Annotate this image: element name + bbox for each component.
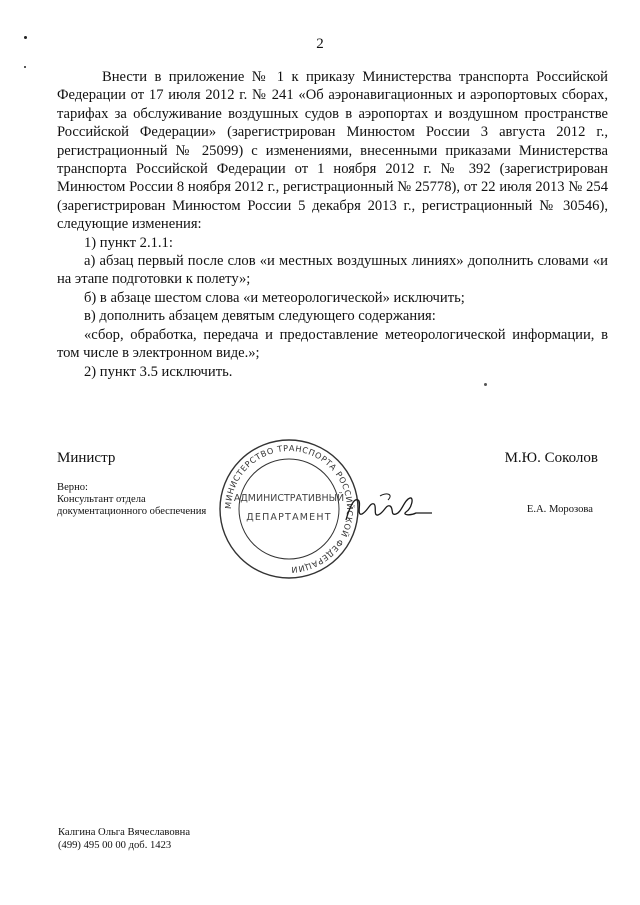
stamp-outer-text: МИНИСТЕРСТВО ТРАНСПОРТА РОССИЙСКОЙ ФЕДЕРАЦИИ	[222, 442, 356, 576]
stamp-line-1: АДМИНИСТРАТИВНЫЙ	[233, 493, 345, 504]
verno-label: Верно:	[57, 482, 88, 493]
page-number: 2	[316, 36, 324, 52]
minister-title: Министр	[57, 450, 116, 466]
contact-phone: (499) 495 00 00 доб. 1423	[58, 840, 172, 851]
item-1v-text: «сбор, обработка, передача и предоставление метеорологической информации, в том числе в электронном виде.»;	[57, 326, 608, 362]
handwritten-signature	[340, 486, 435, 530]
contact-block	[58, 826, 190, 852]
item-1: 1) пункт 2.1.1:	[84, 234, 173, 251]
consultant-position: Консультант отдела документационного обеспечения	[57, 494, 207, 517]
intro-paragraph: Внести в приложение № 1 к приказу Министерства транспорта Российской Федерации от 17 июля 2012 г. № 241 «Об аэронавигационных и аэропортовых сборах, тарифах за обслуживание воздушных судов в аэропортах и воздушном пространстве Российской Федерации» (зарегистрирован Минюстом России 3 августа 2012 г., регистрационный № 25099) с изменениями, внесенными приказами Министерства транспорта Российской Федерации от 1 ноября 2012 г. № 392 (зарегистрирован Минюстом России 8 ноября 2012 г., регистрационный № 25778), от 22 июля 2013 № 254 (зарегистрирован Минюстом России 5 декабря 2013 г., регистрационный № 30546), следующие изменения:	[57, 69, 608, 233]
item-2: 2) пункт 3.5 исключить.	[84, 363, 233, 380]
item-1b: б) в абзаце шестом слова «и метеорологической» исключить;	[84, 289, 465, 306]
item-1a: а) абзац первый после слов «и местных воздушных линиях» дополнить словами «и на этапе подготовки к полету»;	[57, 253, 608, 288]
svg-text:МИНИСТЕРСТВО ТРАНСПОРТА РОССИЙ	[223, 443, 356, 575]
body-text	[57, 68, 608, 381]
minister-name: М.Ю. Соколов	[504, 450, 598, 466]
item-1v: в) дополнить абзацем девятым следующего содержания:	[84, 308, 436, 325]
official-stamp	[218, 438, 360, 580]
margin-dot	[24, 66, 26, 68]
stamp-line-2: ДЕПАРТАМЕНТ	[246, 512, 332, 523]
stray-mark	[484, 383, 487, 386]
contact-name: Калгина Ольга Вячеславовна	[58, 827, 191, 838]
certifier-name: Е.А. Морозова	[526, 504, 593, 515]
